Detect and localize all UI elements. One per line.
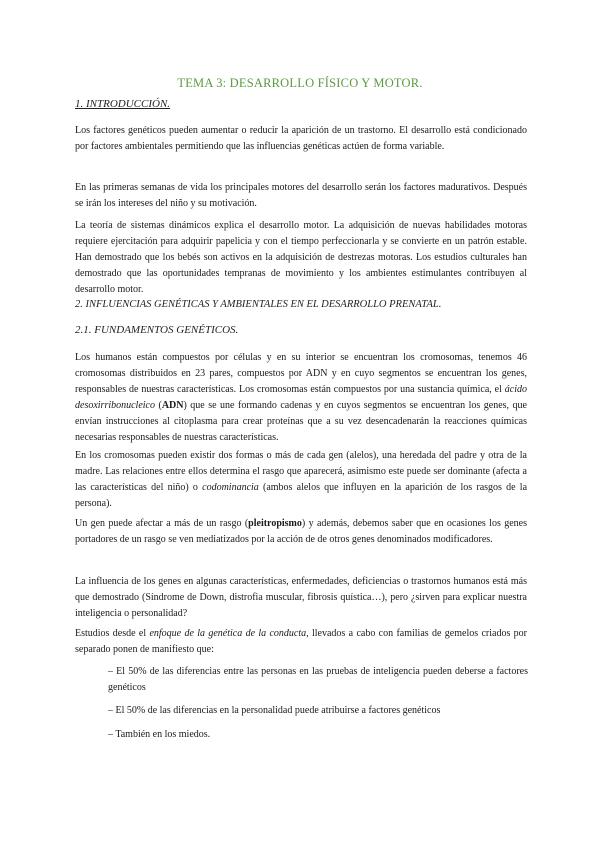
- section-heading-influences: 2. INFLUENCIAS GENÉTICAS Y AMBIENTALES EN EL DESARROLLO PRENATAL.: [75, 299, 442, 310]
- paragraph-dynamic-systems: La teoría de sistemas dinámicos explica el desarrollo motor. La adquisición de nuevas habilidades motoras requiere ejercitación para adquirir papelicia y con el tiempo perfeccionarla y se convierte en un patrón estable. Han demostrado que los bebés son activos en la adquisición de destrezas motoras. Los estudios culturales han demostrado que las oportunidades tempranas de movimiento y los ambientes estimulantes contribuyen al desarrollo motor.: [75, 220, 527, 295]
- list-item: – El 50% de las diferencias entre las personas en las pruebas de inteligencia pueden deberse a factores genéticos: [108, 666, 528, 693]
- section-heading-genetic-fundamentals: 2.1. FUNDAMENTOS GENÉTICOS.: [75, 324, 239, 336]
- paragraph-pleiotropy: Un gen puede afectar a más de un rasgo (pleitropismo) y además, debemos saber que en ocasiones los genes portadores de un rasgo se ven mediatizados por la acción de de otros genes denominados modificadores.: [75, 518, 527, 545]
- paragraph-maturation: En las primeras semanas de vida los principales motores del desarrollo serán los factores madurativos. Después se irán los intereses del niño y su motivación.: [75, 182, 527, 209]
- document-title: TEMA 3: DESARROLLO FÍSICO Y MOTOR.: [177, 76, 423, 90]
- paragraph-alleles: En los cromosomas pueden existir dos formas o más de cada gen (alelos), una heredada del padre y otra de la madre. Las relaciones entre ellos determina el rasgo que aparecerá, asimismo este puede ser dominante (afecta a las características del niño) o codominancia (ambos alelos que influyen en la aparición de los rasgos de la persona).: [75, 450, 528, 509]
- paragraph-behavioral-genetics: Estudios desde el enfoque de la genética de la conducta, llevados a cabo con familias de gemelos criados por separado ponen de manifiesto que:: [75, 628, 528, 655]
- paragraph-genetic-factors: Los factores genéticos pueden aumentar o reducir la aparición de un trastorno. El desarrollo está condicionado por factores ambientales permitiendo que las influencias genéticas actúen de forma variable.: [75, 125, 527, 152]
- list-item: – El 50% de las diferencias en la personalidad puede atribuirse a factores genéticos: [108, 705, 441, 716]
- section-heading-introduction: 1. INTRODUCCIÓN.: [75, 98, 171, 110]
- list-item: – También en los miedos.: [108, 729, 211, 740]
- paragraph-gene-influence: La influencia de los genes en algunas características, enfermedades, deficiencias o trastornos humanos está más que demostrado (Síndrome de Down, distrofia muscular, fibrosis quística…), pero ¿sirven para explicar nuestra inteligencia o personalidad?: [75, 576, 527, 619]
- paragraph-chromosomes: Los humanos están compuestos por células y en su interior se encuentran los cromosomas, tenemos 46 cromosomas distribuidos en 23 pares, compuestos por ADN y en cuyo segmentos se encuentran los genes, responsables de nuestras características. Los cromosomas están compuestos por una sustancia química, el ácido desoxirribonucleico (ADN) que se une formando cadenas y en cuyos segmentos se encuentran los genes, que envían instrucciones al citoplasma para crear proteínas que a su vez desencadenarán la reacciones químicas necesarias responsables de nuestras características.: [75, 352, 527, 443]
